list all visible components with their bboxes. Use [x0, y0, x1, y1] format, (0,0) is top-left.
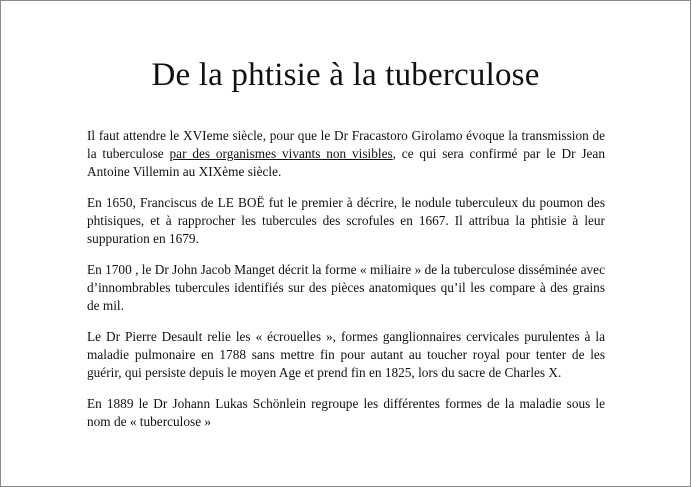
paragraph-fracastoro	[87, 127, 605, 181]
paragraph-1-text-end: , ce qui sera confirmé par le Dr Jean Antoine Villemin au XIXème siècle.	[87, 146, 605, 179]
slide-body	[87, 127, 605, 444]
paragraph-desault: Le Dr Pierre Desault relie les « écrouelles », formes ganglionnaires cervicales purulentes à la maladie pulmonaire en 1788 sans mettre fin pour autant au toucher royal pour tenter de les guérir, qui persiste depuis le moyen Age et prend fin en 1825, lors du sacre de Charles X.	[87, 329, 605, 380]
paragraph-schonlein: En 1889 le Dr Johann Lukas Schönlein regroupe les différentes formes de la maladie sous le nom de « tuberculose »	[87, 396, 605, 429]
slide-title: De la phtisie à la tuberculose	[151, 57, 540, 93]
paragraph-1-text-start: Il faut attendre le XVIeme siècle, pour que le Dr Fracastoro Girolamo évoque la transmission de la tuberculose	[87, 128, 605, 161]
paragraph-manget: En 1700 , le Dr John Jacob Manget décrit la forme « miliaire » de la tuberculose disséminée avec d’innombrables tubercules identifiés sur des pièces anatomiques qu’il les compare à des grains de mil.	[87, 262, 605, 313]
underlined-phrase: par des organismes vivants non visibles	[169, 146, 393, 161]
paragraph-le-boe: En 1650, Franciscus de LE BOË fut le premier à décrire, le nodule tuberculeux du poumon des phtisiques, et à rapprocher les tubercules des scrofules en 1667. Il attribua la phtisie à leur suppuration en 1679.	[87, 195, 605, 246]
